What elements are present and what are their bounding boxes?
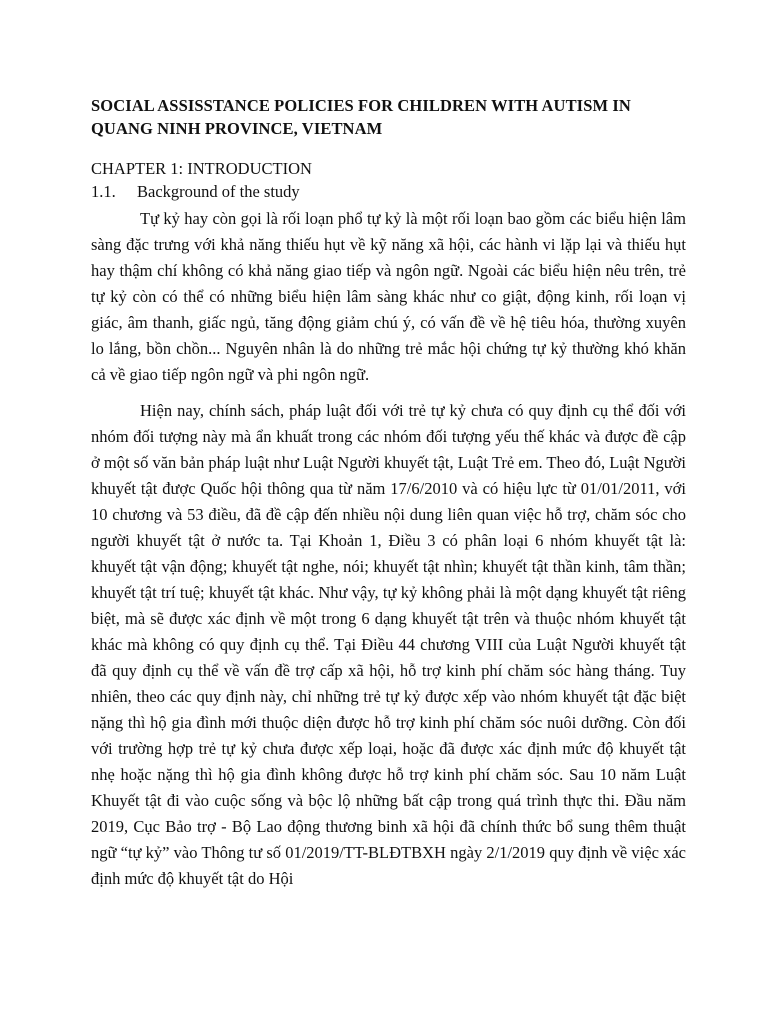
body-paragraph-1: Tự kỷ hay còn gọi là rối loạn phổ tự kỷ là một rối loạn bao gồm các biểu hiện lâm sàng đặc trưng với khả năng thiếu hụt về kỹ năng xã hội, các hành vi lặp lại và thiếu hụt hay thậm chí không có khả năng giao tiếp và ngôn ngữ. Ngoài các biểu hiện nêu trên, trẻ tự kỷ còn có thể có những biểu hiện lâm sàng khác như co giật, động kinh, rối loạn vị giác, âm thanh, giấc ngủ, tăng động giảm chú ý, có vấn đề về hệ tiêu hóa, thường xuyên lo lắng, bồn chồn... Nguyên nhân là do những trẻ mắc hội chứng tự kỷ thường khó khăn cả về giao tiếp ngôn ngữ và phi ngôn ngữ. xyxy=(91,209,686,384)
chapter-heading: CHAPTER 1: INTRODUCTION xyxy=(91,159,312,178)
section-number: 1.1. xyxy=(91,182,116,201)
body-paragraph-2: Hiện nay, chính sách, pháp luật đối với trẻ tự kỷ chưa có quy định cụ thể đối với nhóm đối tượng này mà ẩn khuất trong các nhóm đối tượng yếu thế khác và được đề cập ở một số văn bản pháp luật như Luật Người khuyết tật, Luật Trẻ em. Theo đó, Luật Người khuyết tật được Quốc hội thông qua từ năm 17/6/2010 và có hiệu lực từ 01/01/2011, với 10 chương và 53 điều, đã đề cập đến nhiều nội dung liên quan việc hỗ trợ, chăm sóc cho người khuyết tật ở nước ta. Tại Khoản 1, Điều 3 có phân loại 6 nhóm khuyết tật là: khuyết tật vận động; khuyết tật nghe, nói; khuyết tật nhìn; khuyết tật thần kinh, tâm thần; khuyết tật trí tuệ; khuyết tật khác. Như vậy, tự kỷ không phải là một dạng khuyết tật riêng biệt, mà sẽ được xác định về một trong 6 dạng khuyết tật trên và thuộc nhóm khuyết tật khác mà không có quy định cụ thể. Tại Điều 44 chương VIII của Luật Người khuyết tật đã quy định cụ thể về vấn đề trợ cấp xã hội, hỗ trợ kinh phí chăm sóc hàng tháng. Tuy nhiên, theo các quy định này, chỉ những trẻ tự kỷ được xếp vào nhóm khuyết tật đặc biệt nặng thì hộ gia đình mới thuộc diện được hỗ trợ kinh phí chăm sóc nuôi dưỡng. Còn đối với trường hợp trẻ tự kỷ chưa được xếp loại, hoặc đã được xác định mức độ khuyết tật nhẹ hoặc nặng thì hộ gia đình không được hỗ trợ kinh phí chăm sóc. Sau 10 năm Luật Khuyết tật đi vào cuộc sống và bộc lộ những bất cập trong quá trình thực thi. Đầu năm 2019, Cục Bảo trợ - Bộ Lao động thương binh xã hội đã chính thức bổ sung thêm thuật ngữ “tự kỷ” vào Thông tư số 01/2019/TT-BLĐTBXH ngày 2/1/2019 quy định về việc xác định mức độ khuyết tật do Hội xyxy=(91,401,686,888)
section-title: Background of the study xyxy=(137,182,300,201)
document-title: SOCIAL ASSISSTANCE POLICIES FOR CHILDREN WITH AUTISM IN QUANG NINH PROVINCE, VIETNAM xyxy=(91,96,631,138)
section-heading xyxy=(91,181,686,202)
